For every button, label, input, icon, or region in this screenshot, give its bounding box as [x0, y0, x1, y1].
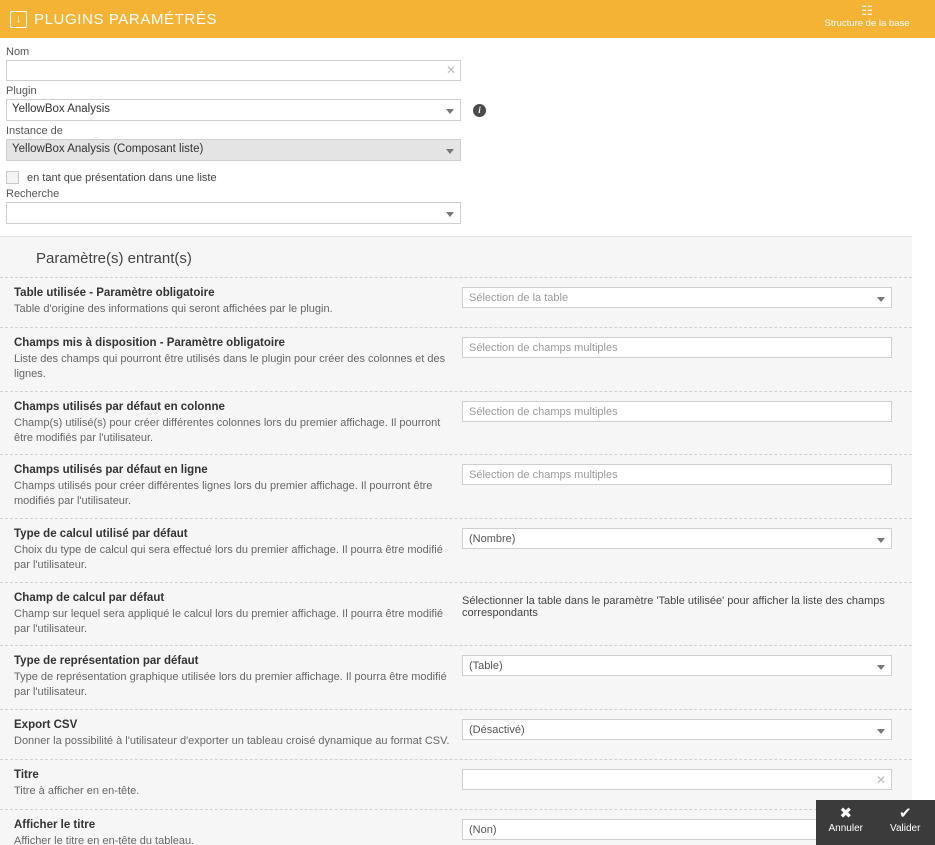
page-title: PLUGINS PARAMÉTRÉS [34, 10, 218, 28]
chevron-down-icon [446, 212, 454, 217]
parameters-list [0, 277, 912, 845]
param-description: Type de représentation graphique utilisée lors du premier affichage. Il pourra être modifié par l'utilisateur. [14, 671, 447, 699]
param-left [14, 769, 462, 799]
param-name: Champs utilisés par défaut en ligne [14, 464, 208, 477]
param-row [0, 759, 912, 809]
param-description: Champ sur lequel sera appliqué le calcul lors du premier affichage. Il pourra être modifié par l'utilisateur. [14, 607, 444, 635]
param-right [462, 337, 912, 358]
recherche-select[interactable] [6, 202, 461, 224]
param-multiselect-placeholder: Sélection de champs multiples [469, 342, 618, 354]
cancel-button[interactable] [816, 800, 876, 845]
param-left [14, 528, 462, 573]
param-left [14, 287, 462, 317]
clear-icon[interactable]: ✕ [875, 773, 886, 788]
param-right [462, 655, 912, 676]
param-description: Champs utilisés pour créer différentes lignes lors du premier affichage. Il pourront être modifiés par l'utilisateur. [14, 480, 433, 508]
param-right [462, 769, 912, 790]
download-arrow-icon: ↓ [10, 11, 27, 28]
plugin-select-wrap [6, 99, 461, 121]
plugin-select-value: YellowBox Analysis [12, 103, 111, 115]
chevron-down-icon [877, 297, 885, 302]
presentation-checkbox[interactable] [6, 171, 19, 184]
param-select[interactable] [462, 719, 892, 740]
param-name: Afficher le titre [14, 819, 96, 832]
chevron-down-icon [877, 665, 885, 670]
param-name: Type de représentation par défaut [14, 655, 199, 668]
presentation-checkbox-label: en tant que présentation dans une liste [27, 171, 217, 184]
param-name: Champ de calcul par défaut [14, 591, 165, 604]
chevron-down-icon [877, 729, 885, 734]
param-left [14, 819, 462, 845]
param-row [0, 327, 912, 391]
param-name: Champs utilisés par défaut en colonne [14, 400, 225, 413]
param-select[interactable] [462, 655, 892, 676]
param-left [14, 337, 462, 382]
param-note [462, 592, 892, 619]
chevron-down-icon [446, 149, 454, 154]
param-description: Afficher le titre en en-tête du tableau. [14, 835, 195, 845]
param-description: Donner la possibilité à l'utilisateur d'exporter un tableau croisé dynamique au format CSV. [14, 735, 450, 748]
param-description: Table d'origine des informations qui seront affichées par le plugin. [14, 303, 333, 315]
param-row [0, 518, 912, 582]
param-left [14, 592, 462, 637]
param-right [462, 464, 912, 485]
plugin-select[interactable] [6, 99, 461, 121]
database-structure-icon: ☷ [861, 3, 873, 18]
param-name: Type de calcul utilisé par défaut [14, 528, 188, 541]
param-description: Choix du type de calcul qui sera effectué lors du premier affichage. Il pourra être modifié par l'utilisateur. [14, 544, 443, 571]
validate-button-label: Valider [890, 823, 921, 834]
instance-select-value: YellowBox Analysis (Composant liste) [12, 143, 204, 155]
param-multiselect-input[interactable] [462, 401, 892, 422]
param-description: Liste des champs qui pourront être utilisés dans le plugin pour créer des colonnes et des lignes. [14, 353, 446, 380]
param-left [14, 401, 462, 446]
clear-icon[interactable]: ✕ [445, 63, 456, 77]
param-select-value: (Table) [469, 660, 503, 673]
nom-input[interactable] [6, 60, 461, 81]
database-structure-label: Structure de la base [824, 18, 910, 29]
plugin-row [0, 99, 935, 121]
param-right [462, 401, 912, 422]
param-right [462, 287, 912, 308]
param-row [0, 809, 912, 845]
check-icon: ✔ [898, 805, 912, 822]
instance-label: Instance de [6, 125, 63, 137]
nom-label: Nom [6, 46, 30, 58]
param-multiselect-placeholder: Sélection de champs multiples [469, 469, 618, 482]
info-icon[interactable]: i [473, 104, 486, 117]
app-header [0, 0, 935, 38]
param-select-value: (Non) [469, 824, 497, 837]
param-row [0, 454, 912, 518]
param-name: Champs mis à disposition - Paramètre obligatoire [14, 337, 285, 349]
recherche-label: Recherche [6, 188, 60, 200]
param-row [0, 709, 912, 759]
plugin-form [0, 38, 935, 224]
chevron-down-icon [877, 538, 885, 543]
param-select-value: Sélection de la table [469, 292, 569, 304]
param-description: Titre à afficher en en-tête. [14, 785, 140, 798]
param-row [0, 645, 912, 709]
param-left [14, 655, 462, 700]
presentation-checkbox-row[interactable] [6, 171, 935, 184]
instance-select-wrap [6, 139, 461, 161]
param-row [0, 582, 912, 646]
param-left [14, 719, 462, 749]
param-left [14, 464, 462, 509]
param-name: Titre [14, 769, 39, 782]
database-structure-button[interactable] [807, 3, 927, 30]
param-right [462, 592, 912, 619]
param-right [462, 719, 912, 740]
param-multiselect-input[interactable] [462, 464, 892, 485]
recherche-select-wrap [6, 202, 461, 224]
plugin-label: Plugin [6, 85, 37, 97]
parameters-panel [0, 236, 912, 845]
param-text-input[interactable] [462, 769, 892, 790]
validate-button[interactable] [876, 800, 935, 845]
chevron-down-icon [446, 109, 454, 114]
param-name: Export CSV [14, 719, 78, 732]
cancel-button-label: Annuler [828, 823, 863, 834]
param-name: Table utilisée - Paramètre obligatoire [14, 287, 215, 299]
param-row [0, 391, 912, 455]
param-description: Champ(s) utilisé(s) pour créer différentes colonnes lors du premier affichage. Il pourront être modifiés par l'utilisateur. [14, 416, 441, 444]
parameters-title: Paramètre(s) entrant(s) [36, 250, 192, 267]
param-select-value: (Désactivé) [469, 724, 525, 737]
footer-actions [816, 800, 935, 845]
close-icon: ✖ [839, 805, 853, 822]
param-row [0, 277, 912, 327]
param-multiselect-input[interactable] [462, 337, 892, 358]
param-right [462, 528, 912, 549]
param-note-text: Sélectionner la table dans le paramètre 'Table utilisée' pour afficher la liste des champs correspondants [462, 594, 885, 619]
param-select-value: (Nombre) [469, 533, 516, 546]
nom-field-wrap [6, 60, 461, 81]
param-select[interactable] [462, 287, 892, 308]
param-select[interactable] [462, 528, 892, 549]
param-multiselect-placeholder: Sélection de champs multiples [469, 405, 618, 418]
instance-select[interactable] [6, 139, 461, 161]
